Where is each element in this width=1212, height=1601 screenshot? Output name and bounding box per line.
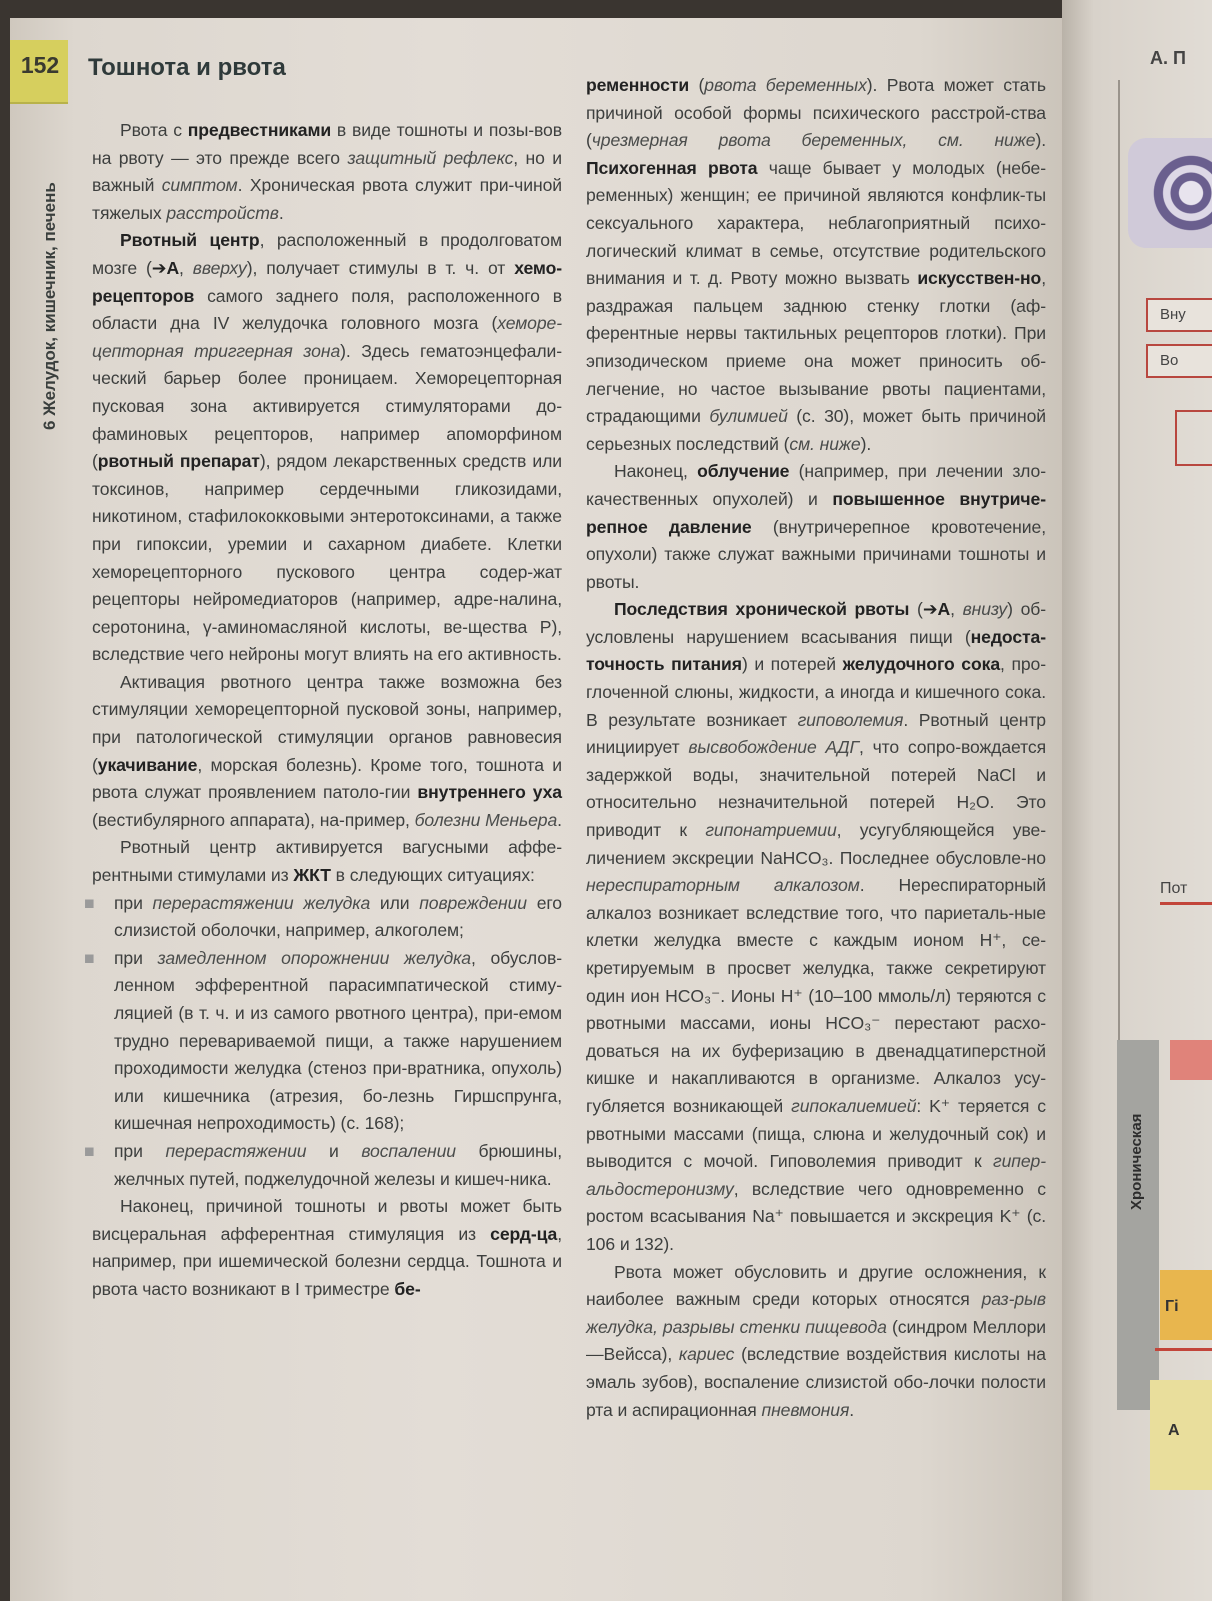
text-run: в виде тошноты и позы-вов на рвоту — это прежде всего [92,120,562,168]
text-run: его слизистой оболочки, например, алкоголем; [114,892,562,941]
text-column-right [586,72,1046,1424]
text-run: при [114,892,153,913]
paragraph-pregnancy [586,72,1046,458]
diagram-block [1150,1380,1212,1490]
text-run: , что сопро-вождается задержкой воды, значительной потерей NaCl и относительно незначительной потерей H₂O. Это приводит к [586,737,1047,841]
text-run: ) об-условлены нарушением всасывания пищи ( [586,599,1046,647]
term-italic: расстройств [166,202,279,223]
section-label: Хроническая [1128,1113,1145,1210]
term-bold: Последствия хронической рвоты [614,599,910,620]
bullet-icon: ■ [84,1140,95,1161]
text-run: ), рядом лекарственных средств или токсинов, например сердечными гликозидами, никотином, стафилококковыми энтеротоксинами, а также при гипоксии, уремии и сахарном диабете. Клетки хеморецепторного пускового центра содер-жат рецепторы нейромедиаторов (например, адре-налина, серотонина, γ-аминомасляной кислоты, ве-щества P), вследствие чего нейроны могут влиять на его активность. [92,451,562,665]
text-run: в следующих ситуациях: [330,865,535,886]
figure-text-fragment: Пот [1160,880,1188,897]
term-italic: гиповолемия [797,709,904,730]
text-run: , [179,257,193,278]
term-italic: булимией [709,406,788,427]
term-italic: см. ниже [789,433,861,454]
text-run: ), получает стимулы в т. ч. от [246,257,515,278]
term-italic: гипокалиемией [791,1095,917,1116]
text-run: , например, при ишемической болезни сердца. Тошнота и рвота часто возникают в I триместре [92,1223,562,1299]
term-italic: замедленном опорожнении желудка [157,947,471,968]
term-bold: бе- [394,1278,421,1299]
term-italic: симптом [161,175,238,196]
paragraph-vagal [92,834,562,889]
text-run: , про-глоченной слюны, жидкости, а иногда и кишечного сока. В результате возникает [586,654,1046,730]
text-run: : K⁺ теряется с рвотными массами (пища, слюна и желудочный сок) и выводится с мочой. Гиповолемия приводит к [586,1095,1046,1172]
text-run: ). [860,433,872,454]
paragraph-radiation [586,458,1046,596]
figure-text-fragment: А [1168,1422,1180,1439]
bullet-icon: ■ [84,947,95,968]
text-run: , расположенный в продолговатом мозге ( [92,230,562,278]
paragraph-visceral [92,1193,562,1303]
term-italic: кариес [678,1344,735,1365]
figure-title-fragment: А. П [1150,48,1186,68]
paragraph-prodromes [92,117,562,227]
red-arrow-line [1155,1348,1212,1351]
text-run: . [849,1399,855,1420]
text-run: , вследствие чего одновременно с ростом всасывания Na⁺ повышается и экскреция K⁺ (с. 106 и 132). [586,1178,1046,1254]
figure-ref: ➔А [151,257,180,278]
text-run: ( [689,75,705,95]
term-italic: воспалении [361,1140,456,1161]
text-run: (внутричерепное кровотечение, опухоли) также служат важными причинами тошноты и рвоты. [586,516,1047,592]
term-italic: высвобождение АДГ [688,737,860,758]
text-run: (вестибулярного аппарата), на-пример, [92,809,415,830]
text-column-left [84,117,562,1304]
page-number: 152 [20,52,60,78]
page-title: Тошнота и рвота [88,54,286,81]
text-run: ) и потерей [741,654,843,675]
paragraph-complications [586,1259,1046,1425]
term-italic: рвота беременных [704,75,867,95]
chapter-header [40,182,60,430]
text-run: чаще бывает у молодых (небе-ременных) женщин; ее причиной являются конфлик-ты сексуального характера, неблагоприятный психо-логический климат в семье, отсутствие родительского внимания и т. д. Рвоту можно вызвать [586,157,1046,289]
term-bold: рвотный препарат [97,451,260,472]
text-run: при [114,1140,166,1161]
list-item [84,890,562,945]
term-italic: защитный рефлекс [347,147,514,168]
figure-text-fragment: Гі [1165,1298,1179,1315]
term-bold: искусствен-но [917,268,1042,289]
term-bold: повышенное внутриче-репное давление [586,488,1046,537]
text-run: , [950,599,963,620]
text-run: ). [1035,130,1046,151]
term-italic: пневмония [761,1399,850,1420]
text-run: Рвота с [120,120,188,140]
term-bold: недоста-точность питания [586,626,1046,675]
text-run: , но и важный [92,147,562,196]
term-italic: перерастяжении [165,1140,307,1161]
text-run: , морская болезнь). Кроме того, тошнота и рвота служат проявлением патоло-гии [92,754,562,803]
bullet-icon: ■ [84,892,95,913]
term-bold: ЖКТ [293,865,331,886]
text-run: и [306,1140,362,1161]
label-box: Вну [1146,298,1212,332]
text-run: Наконец, причиной тошноты и рвоты может быть висцеральная афферентная стимуляция из [92,1196,562,1244]
text-run: , обуслов-ленном эфферентной парасимпатической стиму-ляцией (в т. ч. и из самого рвотного центра), при-емом трудно перевариваемой пищи, а также нарушением проходимости желудка (стеноз при-вратника, опухоль) или кишечника (атрезия, бо-лезнь Гиршспрунга, кишечная непроходимость) (с. 168); [114,947,562,1134]
term-bold: Рвотный центр [120,230,260,251]
term-bold: предвестниками [187,120,332,140]
term-italic: болезни Меньера [414,809,558,830]
text-run: . Рвотный центр инициирует [586,709,1046,758]
list-item [84,1138,562,1193]
section-strip [1117,1040,1159,1410]
text-run: . [557,809,562,830]
diagram-box [1175,410,1212,466]
term-bold: укачивание [97,754,198,775]
paragraph-vomiting-center [92,227,562,669]
text-run: (вследствие воздействия кислоты на эмаль зубов), воспаление слизистой обо-лочки полости рта и аспирационная [586,1344,1046,1420]
text-run: ). Рвота может стать причиной особой формы психического расстрой-ства ( [586,75,1046,151]
term-bold: облучение [697,461,790,482]
term-italic: гипонатриемии [705,820,837,841]
term-italic: гипер-альдостеронизму [586,1151,1046,1199]
text-run: . Хроническая рвота служит при-чиной тяжелых [92,175,562,223]
figure-border-line [1118,80,1120,1080]
chapter-number: 6 [40,420,59,430]
chapter-title: Желудок, кишечник, печень [40,182,59,416]
text-run: Активация рвотного центра также возможна без стимуляции хеморецепторной пусковой зоны, например, при патологической стимуляции органов равновесия ( [92,671,562,775]
brain-illustration [1128,138,1212,248]
text-run: . Нереспираторный алкалоз возникает вследствие того, что париеталь-ные клетки желудка вместе с каждым ионом H⁺, се-кретируемым в просвет желудка, также секретируют один ион HCO₃⁻. Ионы H⁺ (10–100 ммоль/л) теряются с рвотными массами, ионы HCO₃⁻ перестают расхо-доваться на их буферизацию в двенадцатиперстной кишке и накапливаются в организме. Алкалоз усу-губляется возникающей [586,875,1046,1116]
text-run: Рвотный центр активируется вагусными аффе-рентными стимулами из [92,837,562,886]
red-arrow-line [1160,902,1212,905]
term-bold: серд-ца [490,1223,558,1244]
term-bold: Психогенная рвота [586,157,758,178]
text-run: (синдром Меллори—Вейсса), [586,1316,1047,1365]
text-run: ( [909,599,923,620]
text-run: , раздражая пальцем заднюю стенку глотки (аф-ферентные нервы тактильных рецепторов глотки). При эпизодическом приеме она может приносить об-легчение, но частое вызывание рвоты пациентами, страдающими [586,268,1046,427]
text-run: брюшины, желчных путей, поджелудочной железы и кишеч-ника. [114,1140,562,1189]
term-italic: чрезмерная рвота беременных, см. ниже [591,130,1036,151]
text-run: Рвота может обусловить и другие осложнения, к наиболее важным среди которых относятся [586,1261,1046,1310]
term-italic: внизу [962,599,1008,620]
term-bold: хемо-рецепторов [92,257,562,306]
diagram-block [1170,1040,1212,1080]
text-run: самого заднего поля, расположенного в области дна IV желудочка головного мозга ( [92,285,562,334]
term-bold: внутреннего уха [417,782,562,803]
paragraph-consequences [586,596,1046,1258]
text-run: ). Здесь гематоэнцефали-ческий барьер более проницаем. Хеморецепторная пусковая зона активируется стимуляторами до-фаминовых рецепторов, например апоморфином ( [92,340,562,472]
text-run: , усугубляющейся уве-личением экскреции NaHCO₃. Последнее обусловле-но [586,820,1046,868]
term-italic: повреждении [419,892,527,913]
term-italic: вверху [192,257,247,278]
text-run: Наконец, [614,461,698,482]
term-italic: нереспираторным алкалозом [586,875,860,896]
text-run: . [278,202,284,223]
term-italic: перерастяжении желудка [152,892,371,913]
paragraph-activation [92,669,562,835]
label-box: Во [1146,344,1212,378]
term-italic: раз-рыв желудка, разрывы стенки пищевода [586,1289,1046,1337]
text-run: при [114,947,158,968]
term-bold: желудочного сока [842,654,1001,675]
term-italic: хеморе-цепторная триггерная зона [92,313,562,361]
term-bold: ременности [586,75,690,95]
figure-ref: ➔А [922,599,951,620]
list-item [84,945,562,1138]
text-run: (например, при лечении зло-качественных опухолей) и [586,461,1046,509]
text-run: (с. 30), может быть причиной серьезных последствий ( [586,406,1046,454]
text-run: или [370,892,420,913]
